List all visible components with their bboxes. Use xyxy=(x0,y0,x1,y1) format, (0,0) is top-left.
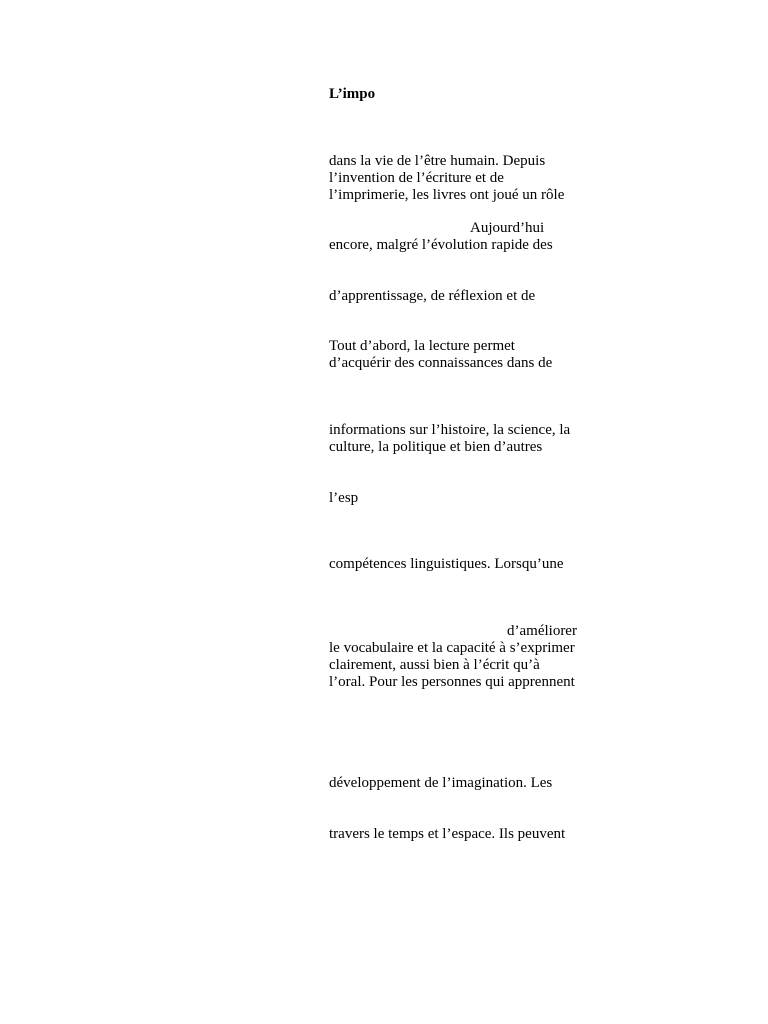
text-line: Aujourd’hui xyxy=(470,220,545,236)
text-line: l’oral. Pour les personnes qui apprennent xyxy=(329,674,575,690)
text-line: d’apprentissage, de réflexion et de xyxy=(329,288,536,304)
text-line: culture, la politique et bien d’autres xyxy=(329,439,543,455)
text-line: informations sur l’histoire, la science, la xyxy=(329,422,571,438)
text-line: travers le temps et l’espace. Ils peuvent xyxy=(329,826,566,842)
text-line: le vocabulaire et la capacité à s’exprimer xyxy=(329,640,575,656)
text-line: compétences linguistiques. Lorsqu’une xyxy=(329,556,564,572)
text-line: d’acquérir des connaissances dans de xyxy=(329,355,553,371)
text-line: Tout d’abord, la lecture permet xyxy=(329,338,515,354)
text-line: dans la vie de l’être humain. Depuis xyxy=(329,153,546,169)
text-line: clairement, aussi bien à l’écrit qu’à xyxy=(329,657,540,673)
document-title: L’impo xyxy=(329,86,376,102)
text-line: d’améliorer xyxy=(507,623,577,639)
text-line: l’invention de l’écriture et de xyxy=(329,170,504,186)
text-line: l’imprimerie, les livres ont joué un rôle xyxy=(329,187,565,203)
text-line: développement de l’imagination. Les xyxy=(329,775,553,791)
text-line: l’esp xyxy=(329,490,359,506)
text-line: encore, malgré l’évolution rapide des xyxy=(329,237,553,253)
